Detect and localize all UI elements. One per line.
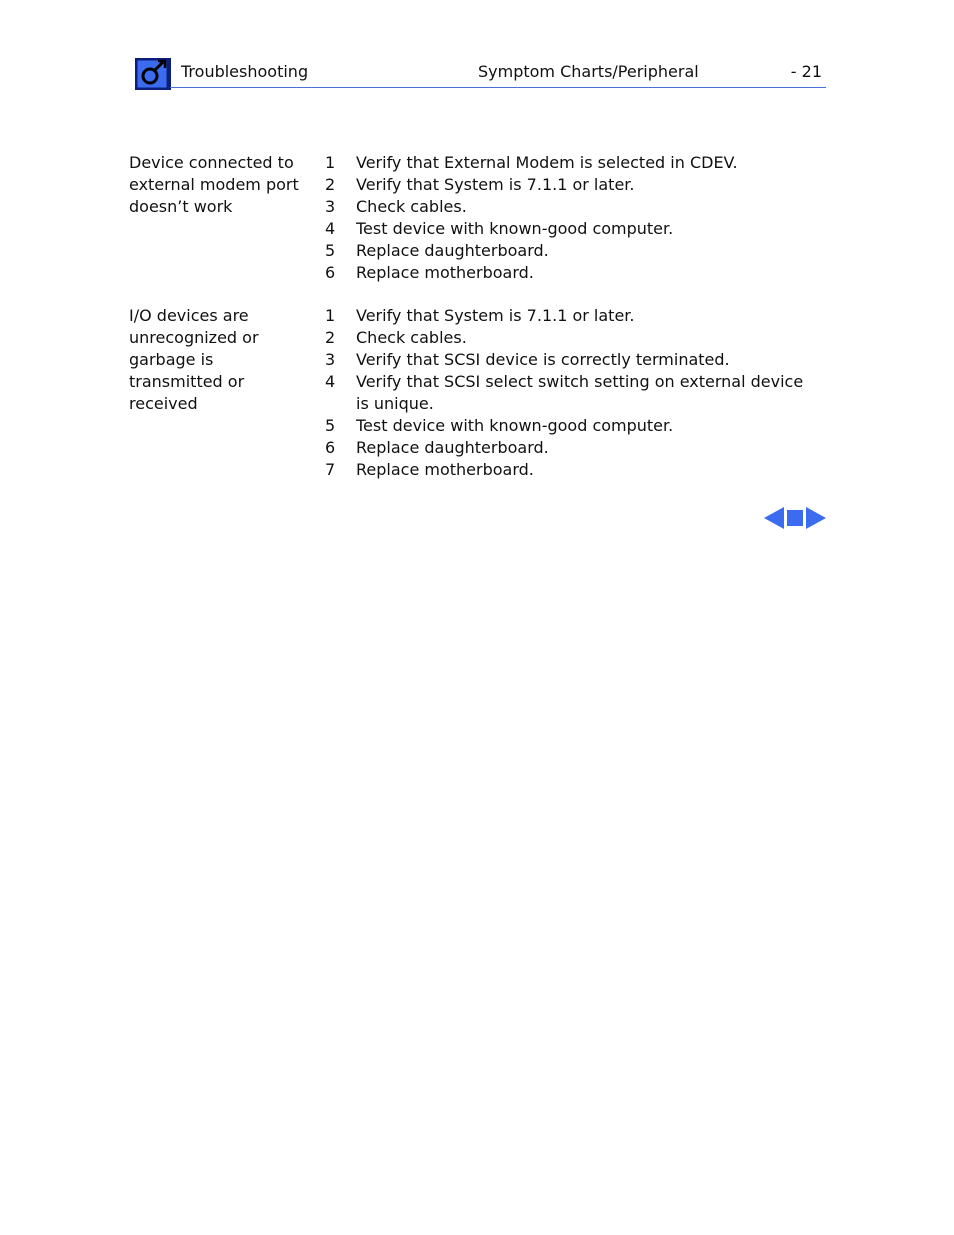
header-rule — [170, 87, 826, 88]
symptom-entry — [129, 152, 819, 284]
step-text: Check cables. — [356, 328, 467, 347]
step-text: Replace motherboard. — [356, 263, 534, 282]
step-number: 3 — [325, 350, 336, 369]
page-header — [134, 56, 826, 92]
step-number: 1 — [325, 153, 336, 172]
section-title: Troubleshooting — [181, 62, 309, 81]
solution-step — [325, 174, 819, 196]
step-number: 5 — [325, 241, 336, 260]
step-number: 2 — [325, 175, 336, 194]
previous-page-arrow-icon[interactable] — [764, 507, 784, 529]
step-number: 4 — [325, 372, 336, 391]
solution-step — [325, 415, 819, 437]
next-page-arrow-icon[interactable] — [806, 507, 826, 529]
solution-steps — [325, 152, 819, 284]
step-text: Verify that SCSI select switch setting on external device is unique. — [356, 372, 804, 413]
solution-step — [325, 371, 819, 415]
step-text: Replace daughterboard. — [356, 241, 549, 260]
solution-step — [325, 196, 819, 218]
solution-step — [325, 262, 819, 284]
symptom-label: I/O devices are unrecognized or garbage is transmitted or received — [129, 306, 259, 413]
solution-step — [325, 327, 819, 349]
step-text: Verify that SCSI device is correctly terminated. — [356, 350, 730, 369]
solution-step — [325, 152, 819, 174]
solution-steps — [325, 305, 819, 481]
step-number: 1 — [325, 306, 336, 325]
step-number: 5 — [325, 416, 336, 435]
step-text: Verify that System is 7.1.1 or later. — [356, 175, 635, 194]
solution-step — [325, 459, 819, 481]
step-number: 7 — [325, 460, 336, 479]
solution-step — [325, 240, 819, 262]
step-number: 4 — [325, 219, 336, 238]
symptom-label: Device connected to external modem port doesn’t work — [129, 153, 299, 216]
step-text: Replace motherboard. — [356, 460, 534, 479]
contents-square-icon[interactable] — [787, 510, 803, 526]
step-number: 6 — [325, 438, 336, 457]
step-text: Check cables. — [356, 197, 467, 216]
step-number: 3 — [325, 197, 336, 216]
step-number: 2 — [325, 328, 336, 347]
solution-step — [325, 437, 819, 459]
page-navigation — [764, 507, 826, 529]
solution-step — [325, 305, 819, 327]
chapter-title: Symptom Charts/Peripheral — [478, 62, 699, 81]
step-number: 6 — [325, 263, 336, 282]
step-text: Verify that External Modem is selected in CDEV. — [356, 153, 738, 172]
symptom-entry — [129, 305, 819, 481]
solution-step — [325, 349, 819, 371]
step-text: Verify that System is 7.1.1 or later. — [356, 306, 635, 325]
step-text: Replace daughterboard. — [356, 438, 549, 457]
page-number: - 21 — [790, 62, 822, 81]
step-text: Test device with known-good computer. — [356, 219, 674, 238]
step-text: Test device with known-good computer. — [356, 416, 674, 435]
solution-step — [325, 218, 819, 240]
troubleshooting-logo-icon — [134, 56, 172, 92]
